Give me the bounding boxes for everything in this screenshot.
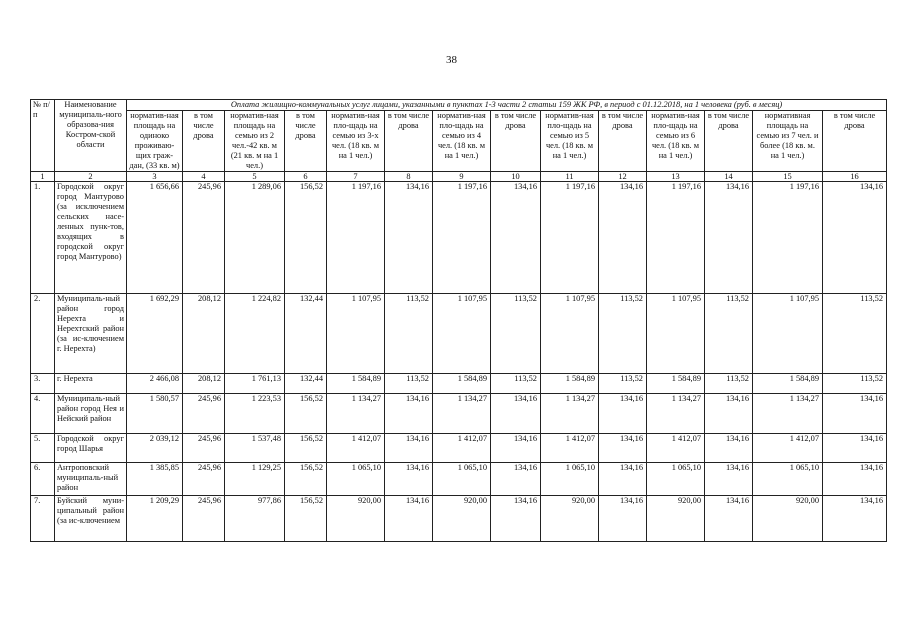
value-cell: 113,52 [491, 294, 541, 374]
value-cell: 1 412,07 [541, 434, 599, 463]
value-cell: 134,16 [705, 394, 753, 434]
main-header: Оплата жилищно-коммунальных услуг лицами, указанными в пунктах 1-3 части 2 статьи 159 ЖК РФ, в период с 01.12.2018, на 1 человека (руб. в месяц) [127, 100, 887, 111]
table-row [31, 374, 887, 394]
value-cell: 1 580,57 [127, 394, 183, 434]
value-cell: 156,52 [285, 496, 327, 542]
value-cell: 208,12 [183, 294, 225, 374]
value-cell: 134,16 [385, 434, 433, 463]
value-cell: 1 692,29 [127, 294, 183, 374]
value-cell: 134,16 [705, 434, 753, 463]
municipality-name-cell: Городской округ город Мантурово (за исключением сельских насе-ленных пунк-тов, входящих в городской округ город Мантурово) [55, 182, 127, 294]
column-number-cell: 6 [285, 172, 327, 182]
value-cell: 113,52 [823, 294, 887, 374]
value-cell: 1 134,27 [647, 394, 705, 434]
value-cell: 1 412,07 [647, 434, 705, 463]
value-cell: 134,16 [491, 496, 541, 542]
row-number-cell: 1. [31, 182, 55, 294]
value-cell: 1 209,29 [127, 496, 183, 542]
value-cell: 1 134,27 [327, 394, 385, 434]
value-cell: 1 065,10 [753, 463, 823, 496]
value-cell: 1 197,16 [753, 182, 823, 294]
value-cell: 1 412,07 [753, 434, 823, 463]
value-cell: 1 385,85 [127, 463, 183, 496]
col-name-header: Наименование муниципаль-ного образова-ния Костром-ской области [55, 100, 127, 172]
row-number-cell: 7. [31, 496, 55, 542]
column-number-cell: 13 [647, 172, 705, 182]
payment-norms-table [30, 99, 887, 542]
value-cell: 134,16 [599, 182, 647, 294]
value-cell: 134,16 [705, 496, 753, 542]
row-number-cell: 5. [31, 434, 55, 463]
column-number-row [31, 172, 887, 182]
table-row [31, 434, 887, 463]
value-cell: 134,16 [385, 394, 433, 434]
value-cell: 134,16 [599, 463, 647, 496]
value-cell: 134,16 [491, 182, 541, 294]
value-cell: 1 107,95 [433, 294, 491, 374]
column-number-cell: 14 [705, 172, 753, 182]
value-cell: 1 223,53 [225, 394, 285, 434]
subheader-cell: в том числе дрова [285, 111, 327, 172]
subheader-cell: в том числе дрова [491, 111, 541, 172]
value-cell: 1 065,10 [647, 463, 705, 496]
value-cell: 113,52 [491, 374, 541, 394]
column-number-cell: 7 [327, 172, 385, 182]
value-cell: 134,16 [491, 463, 541, 496]
value-cell: 2 466,08 [127, 374, 183, 394]
municipality-name-cell: Городской округ город Шарья [55, 434, 127, 463]
value-cell: 1 065,10 [327, 463, 385, 496]
value-cell: 1 761,13 [225, 374, 285, 394]
value-cell: 1 065,10 [541, 463, 599, 496]
value-cell: 1 107,95 [647, 294, 705, 374]
column-number-cell: 10 [491, 172, 541, 182]
municipality-name-cell: Муниципаль-ный район город Нерехта и Нерехтский район (за ис-ключением г. Нерехта) [55, 294, 127, 374]
row-number-cell: 3. [31, 374, 55, 394]
table-row [31, 394, 887, 434]
value-cell: 134,16 [491, 394, 541, 434]
value-cell: 156,52 [285, 434, 327, 463]
value-cell: 1 289,06 [225, 182, 285, 294]
value-cell: 134,16 [385, 182, 433, 294]
subheader-cell: в том числе дрова [705, 111, 753, 172]
value-cell: 1 129,25 [225, 463, 285, 496]
value-cell: 134,16 [705, 463, 753, 496]
subheader-cell: норматив-ная пло-щадь на семью из 5 чел. (18 кв. м на 1 чел.) [541, 111, 599, 172]
value-cell: 1 107,95 [327, 294, 385, 374]
value-cell: 1 224,82 [225, 294, 285, 374]
row-number-cell: 2. [31, 294, 55, 374]
value-cell: 2 039,12 [127, 434, 183, 463]
value-cell: 134,16 [385, 463, 433, 496]
value-cell: 134,16 [823, 434, 887, 463]
value-cell: 1 537,48 [225, 434, 285, 463]
value-cell: 134,16 [705, 182, 753, 294]
subheader-cell: нормативная площадь на семью из 7 чел. и более (18 кв. м. на 1 чел.) [753, 111, 823, 172]
value-cell: 1 197,16 [647, 182, 705, 294]
value-cell: 1 134,27 [433, 394, 491, 434]
value-cell: 1 412,07 [327, 434, 385, 463]
row-number-cell: 4. [31, 394, 55, 434]
subheader-cell: в том числе дрова [823, 111, 887, 172]
column-number-cell: 3 [127, 172, 183, 182]
column-number-cell: 9 [433, 172, 491, 182]
value-cell: 134,16 [823, 463, 887, 496]
column-number-cell: 1 [31, 172, 55, 182]
value-cell: 920,00 [753, 496, 823, 542]
value-cell: 134,16 [823, 496, 887, 542]
value-cell: 208,12 [183, 374, 225, 394]
value-cell: 1 107,95 [753, 294, 823, 374]
column-number-cell: 8 [385, 172, 433, 182]
value-cell: 245,96 [183, 394, 225, 434]
value-cell: 1 584,89 [647, 374, 705, 394]
value-cell: 134,16 [599, 434, 647, 463]
value-cell: 1 134,27 [541, 394, 599, 434]
column-number-cell: 5 [225, 172, 285, 182]
value-cell: 156,52 [285, 182, 327, 294]
value-cell: 134,16 [823, 182, 887, 294]
value-cell: 156,52 [285, 463, 327, 496]
subheader-cell: в том числе дрова [599, 111, 647, 172]
value-cell: 1 412,07 [433, 434, 491, 463]
subheader-cell: норматив-ная площадь на одиноко проживаю-щих граж-дан, (33 кв. м) [127, 111, 183, 172]
header-row-main [31, 100, 887, 111]
table-row [31, 463, 887, 496]
value-cell: 1 107,95 [541, 294, 599, 374]
col-no-header: № п/п [31, 100, 55, 172]
value-cell: 1 656,66 [127, 182, 183, 294]
column-number-cell: 2 [55, 172, 127, 182]
subheader-cell: норматив-ная пло-щадь на семью из 4 чел. (18 кв. м на 1 чел.) [433, 111, 491, 172]
value-cell: 920,00 [647, 496, 705, 542]
table-row [31, 496, 887, 542]
value-cell: 156,52 [285, 394, 327, 434]
value-cell: 113,52 [385, 294, 433, 374]
value-cell: 1 065,10 [433, 463, 491, 496]
subheader-cell: норматив-ная площадь на семью из 2 чел.-42 кв. м (21 кв. м на 1 чел.) [225, 111, 285, 172]
value-cell: 113,52 [599, 294, 647, 374]
column-number-cell: 16 [823, 172, 887, 182]
table-row [31, 182, 887, 294]
value-cell: 1 197,16 [327, 182, 385, 294]
value-cell: 113,52 [705, 294, 753, 374]
value-cell: 113,52 [599, 374, 647, 394]
value-cell: 113,52 [705, 374, 753, 394]
table-row [31, 294, 887, 374]
value-cell: 1 584,89 [753, 374, 823, 394]
column-number-cell: 15 [753, 172, 823, 182]
value-cell: 134,16 [599, 496, 647, 542]
municipality-name-cell: г. Нерехта [55, 374, 127, 394]
value-cell: 977,86 [225, 496, 285, 542]
header-row-sub [31, 111, 887, 172]
value-cell: 132,44 [285, 294, 327, 374]
value-cell: 920,00 [433, 496, 491, 542]
value-cell: 134,16 [823, 394, 887, 434]
column-number-cell: 12 [599, 172, 647, 182]
value-cell: 113,52 [385, 374, 433, 394]
value-cell: 1 197,16 [433, 182, 491, 294]
value-cell: 113,52 [823, 374, 887, 394]
subheader-cell: в том числе дрова [385, 111, 433, 172]
row-number-cell: 6. [31, 463, 55, 496]
municipality-name-cell: Антроповский муниципаль-ный район [55, 463, 127, 496]
municipality-name-cell: Муниципаль-ный район город Нея и Нейский район [55, 394, 127, 434]
value-cell: 245,96 [183, 496, 225, 542]
value-cell: 920,00 [327, 496, 385, 542]
value-cell: 1 584,89 [327, 374, 385, 394]
value-cell: 134,16 [491, 434, 541, 463]
value-cell: 1 584,89 [541, 374, 599, 394]
page-number: 38 [446, 54, 457, 66]
value-cell: 245,96 [183, 434, 225, 463]
value-cell: 245,96 [183, 182, 225, 294]
value-cell: 1 134,27 [753, 394, 823, 434]
value-cell: 920,00 [541, 496, 599, 542]
value-cell: 1 197,16 [541, 182, 599, 294]
value-cell: 132,44 [285, 374, 327, 394]
municipality-name-cell: Буйский муни-ципальный район (за ис-ключением [55, 496, 127, 542]
subheader-cell: в том числе дрова [183, 111, 225, 172]
column-number-cell: 4 [183, 172, 225, 182]
column-number-cell: 11 [541, 172, 599, 182]
subheader-cell: норматив-ная пло-щадь на семью из 3-х чел. (18 кв. м на 1 чел.) [327, 111, 385, 172]
value-cell: 134,16 [385, 496, 433, 542]
value-cell: 245,96 [183, 463, 225, 496]
subheader-cell: норматив-ная пло-щадь на семью из 6 чел. (18 кв. м на 1 чел.) [647, 111, 705, 172]
value-cell: 1 584,89 [433, 374, 491, 394]
value-cell: 134,16 [599, 394, 647, 434]
